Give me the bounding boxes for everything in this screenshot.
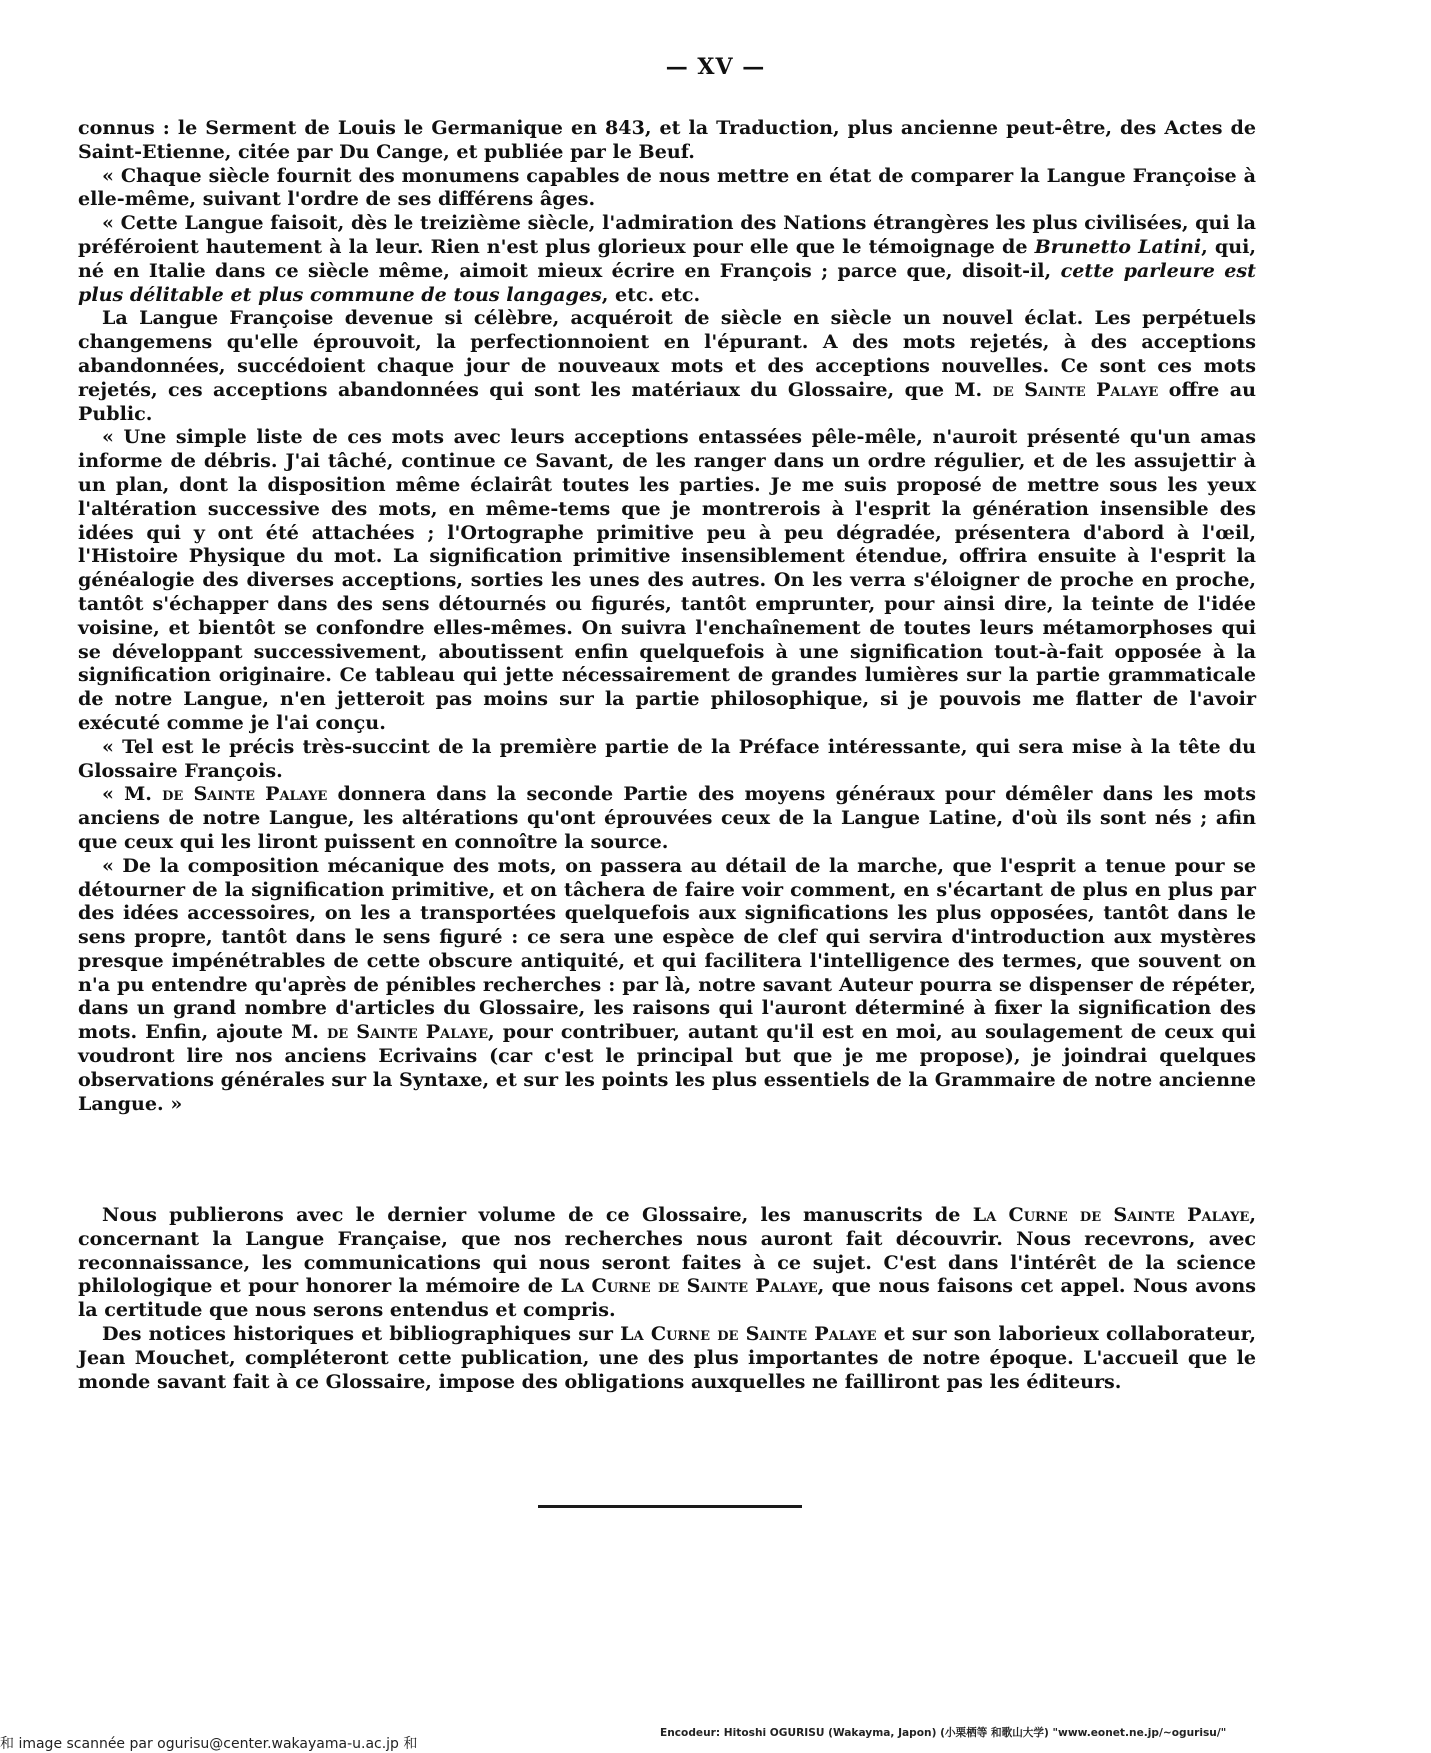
section-end-rule — [538, 1505, 802, 1508]
text-run: Nous publierons avec le dernier volume de ce Glossaire, les manuscrits de — [102, 1203, 973, 1226]
text-run: La Langue Françoise devenue si célèbre, acquéroit de siècle en siècle un nouvel éclat. Les perpétuels changemens qu'elle éprouvoit, la perfectionnoient en l'épurant. A des mots rejetés, à des acceptions abandonnées, succédoient chaque jour de nouveaux mots et des acceptions nouvelles. Ce sont ces mots rejetés, ces acceptions abandonnées qui sont les matériaux du Glossaire, que M. — [78, 306, 1256, 401]
paragraph — [78, 211, 1256, 306]
paragraph — [78, 782, 1256, 853]
text-run: et sur son laborieux collaborateur, Jean Mouchet, compléteront cette publication, une des plus importantes de notre époque. L'accueil que le monde savant fait à ce Glossaire, impose des obligations auxquelles ne failliront pas les éditeurs. — [78, 1321, 1256, 1393]
proper-name: de Sainte Palaye — [992, 377, 1159, 401]
text-run: connus : le Serment de Louis le Germanique en 843, et la Traduction, plus ancienne peut-être, des Actes de Saint-Etienne, citée par Du Cange, et publiée par le Beuf. — [78, 116, 1256, 163]
proper-name: La Curne de Sainte Palaye — [560, 1274, 818, 1298]
proper-name: La Curne de Sainte Palaye — [620, 1321, 877, 1345]
paragraph — [78, 854, 1256, 1116]
text-run: « M. — [102, 782, 163, 806]
text-run: , que nous faisons cet appel. Nous avons la certitude que nous serons entendus et compris. — [78, 1274, 1257, 1322]
proper-name: de Sainte Palaye — [327, 1020, 489, 1044]
italic-phrase: cette parleure est plus délitable et plus commune de tous langages — [78, 258, 1256, 306]
text-run: « Tel est le précis très-succint de la première partie de la Préface intéressante, qui sera mise à la tête du Glossaire François. — [78, 734, 1256, 782]
paragraph — [78, 116, 1256, 164]
quoted-preface-text — [78, 116, 1256, 1115]
italic-phrase: Brunetto Latini — [1034, 234, 1202, 258]
text-run: , concernant la Langue Française, que nos recherches nous auront fait découvrir. Nous recevrons, avec reconnaissance, les communications qui nous seront faites à ce sujet. C'est dans l'intérêt de la science philologique et pour honorer la mémoire de — [78, 1203, 1256, 1298]
proper-name: La Curne de Sainte Palaye — [972, 1203, 1250, 1226]
page-number: — XV — — [665, 54, 766, 80]
paragraph — [78, 1322, 1256, 1393]
text-run: offre au Public. — [78, 377, 1256, 425]
encoder-credit: Encodeur: Hitoshi OGURISU (Wakayma, Japon) (小栗栖等 和歌山大学) "www.eonet.ne.jp/~ogurisu/" — [660, 1727, 1227, 1739]
text-run: , pour contribuer, autant qu'il est en moi, au soulagement de ceux qui voudront lire nos anciens Ecrivains (car c'est le principal but que je me propose), je joindrai quelques observations générales sur la Syntaxe, et sur les points les plus essentiels de la Grammaire de notre ancienne Langue. » — [78, 1020, 1256, 1115]
paragraph — [78, 735, 1256, 783]
text-run: , qui, né en Italie dans ce siècle même, aimoit mieux écrire en François ; parce que, disoit-il, — [78, 234, 1256, 282]
text-run: « Cette Langue faisoit, dès le treizième siècle, l'admiration des Nations étrangères les plus civilisées, qui la préféroient hautement à la leur. Rien n'est plus glorieux pour elle que le témoignage de — [78, 211, 1256, 258]
paragraph — [78, 164, 1256, 212]
paragraph — [78, 306, 1256, 425]
paragraph — [78, 425, 1256, 734]
proper-name: de Sainte Palaye — [162, 782, 328, 806]
scan-credit: 和 image scannée par ogurisu@center.wakayama-u.ac.jp 和 — [0, 1736, 418, 1752]
text-run: Des notices historiques et bibliographiques sur — [102, 1321, 621, 1345]
paragraph — [78, 1203, 1256, 1322]
text-run: « Une simple liste de ces mots avec leurs acceptions entassées pêle-mêle, n'auroit présenté qu'un amas informe de débris. J'ai tâché, continue ce Savant, de les ranger dans un ordre régulier, et de les assujettir à un plan, dont la disposition même éclairât toutes les parties. Je me suis proposé de mettre sous les yeux l'altération successive des mots, en même-tems que je montrerois à l'esprit la génération insensible des idées qui y ont été attachées ; l'Ortographe primitive peu à peu dégradée, présentera d'abord à l'œil, l'Histoire Physique du mot. La signification primitive insensiblement étendue, offrira ensuite à l'esprit la généalogie des diverses acceptions, sorties les unes des autres. On les verra s'éloigner de proche en proche, tantôt s'échapper dans des sens détournés ou figurés, tantôt emprunter, pour ainsi dire, la teinte de l'idée voisine, et bientôt se confondre elles-mêmes. On suivra l'enchaînement de toutes leurs métamorphoses qui se développant successivement, aboutissent enfin quelquefois à une signification tout-à-fait opposée à la signification originaire. Ce tableau qui jette nécessairement de grandes lumières sur la partie grammaticale de notre Langue, n'en jetteroit pas moins sur la partie philosophique, si je pouvois me flatter de l'avoir exécuté comme je l'ai conçu. — [78, 425, 1256, 734]
text-run: , etc. etc. — [601, 282, 701, 306]
text-run: donnera dans la seconde Partie des moyens généraux pour démêler dans les mots anciens de notre Langue, les altérations qu'ont éprouvées ceux de la Langue Latine, d'où ils sont nés ; afin que ceux qui les liront puissent en connoître la source. — [78, 782, 1256, 853]
publisher-notice-text — [78, 1203, 1256, 1393]
text-run: « Chaque siècle fournit des monumens capables de nous mettre en état de comparer la Langue Françoise à elle-même, suivant l'ordre de ses différens âges. — [78, 163, 1256, 211]
text-run: « De la composition mécanique des mots, on passera au détail de la marche, que l'esprit a tenue pour se détourner de la signification primitive, et on tâchera de faire voir comment, en s'écartant de plus en plus par des idées accessoires, on les a transportées quelquefois aux significations les plus opposées, tantôt dans le sens propre, tantôt dans le sens figuré : ce sera une espèce de clef qui servira d'introduction aux mystères presque impénétrables de cette obscure antiquité, et qui facilitera l'intelligence des termes, que souvent on n'a pu entendre qu'après de pénibles recherches : par là, notre savant Auteur pourra se dispenser de répéter, dans un grand nombre d'articles du Glossaire, les raisons qui l'auront déterminé à fixer la signification des mots. Enfin, ajoute M. — [78, 853, 1256, 1044]
